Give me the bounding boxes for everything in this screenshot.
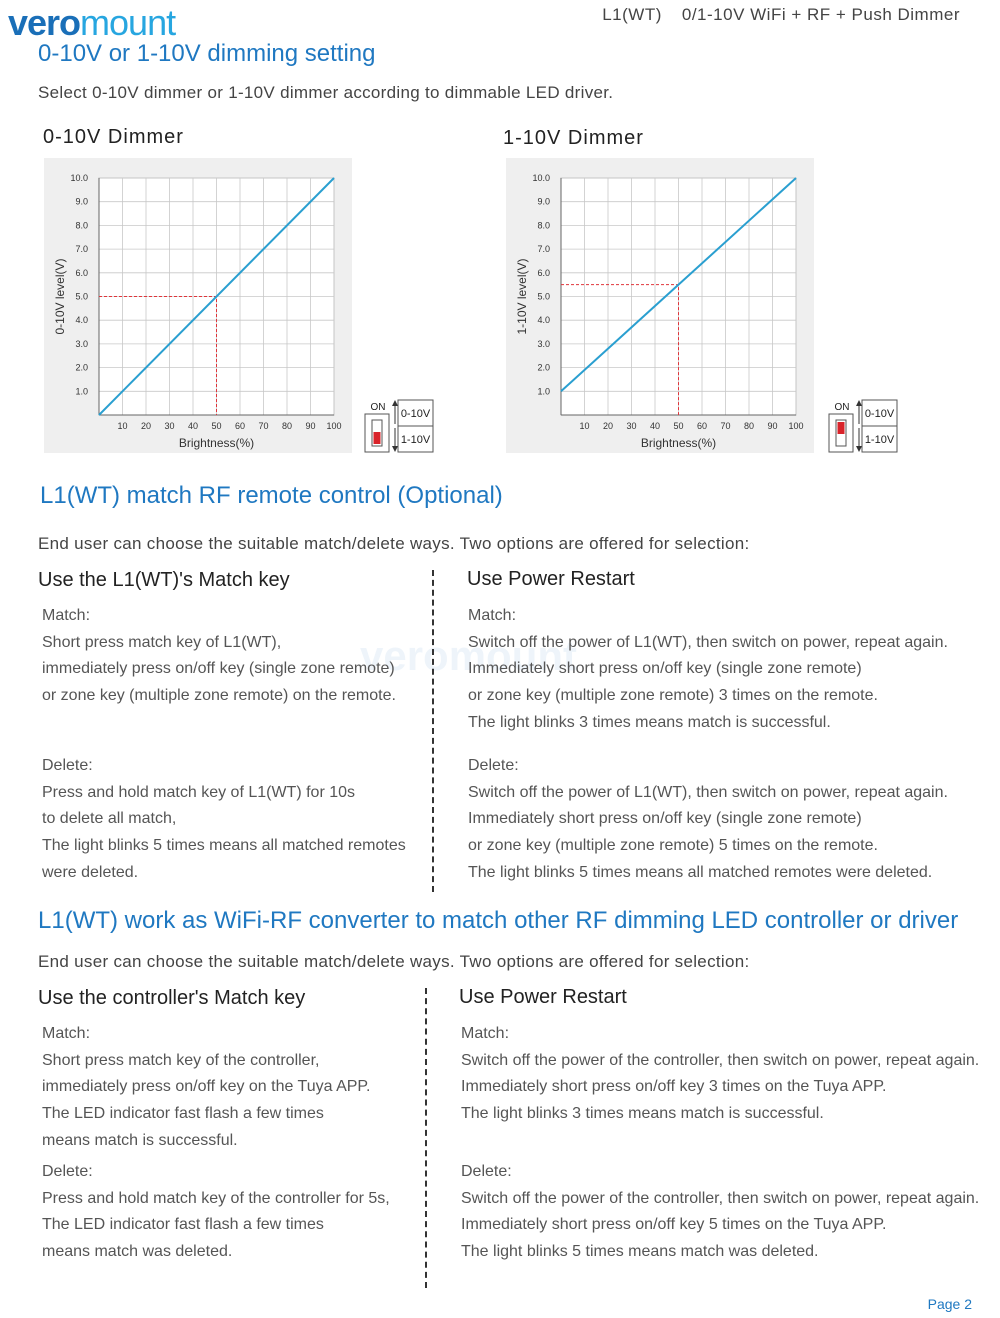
y-tick-label: 1.0 xyxy=(537,386,550,397)
delete-label: Delete: xyxy=(468,757,519,774)
section1-title: 0-10V or 1-10V dimming setting xyxy=(38,40,376,67)
text-line: Immediately short press on/off key (single zone remote) xyxy=(468,660,862,678)
arrow-up-icon xyxy=(856,400,862,406)
chart-2 xyxy=(506,158,814,453)
x-tick-label: 40 xyxy=(187,421,199,431)
switch-on-label: ON xyxy=(370,402,386,413)
dip-switch-2 xyxy=(828,398,898,454)
switch-bottom-label: 1-10V xyxy=(864,434,895,446)
section3-divider xyxy=(425,988,427,1288)
chart-1 xyxy=(44,158,352,453)
section3-left-match xyxy=(42,1021,370,1154)
section3-title: L1(WT) work as WiFi-RF converter to match other RF dimming LED controller or driver xyxy=(38,907,959,934)
x-tick-label: 60 xyxy=(234,421,246,431)
section2-left-title: Use the L1(WT)'s Match key xyxy=(38,569,290,591)
y-tick-label: 4.0 xyxy=(75,315,88,326)
switch-top-label: 0-10V xyxy=(864,408,895,420)
match-label: Match: xyxy=(468,607,517,624)
y-tick-label: 6.0 xyxy=(75,267,88,278)
text-line: The light blinks 5 times means all matched remotes xyxy=(42,837,406,855)
y-tick-label: 3.0 xyxy=(75,338,88,349)
text-line: to delete all match, xyxy=(42,810,177,828)
delete-label: Delete: xyxy=(461,1163,512,1180)
x-tick-label: 60 xyxy=(696,421,708,431)
text-line: The LED indicator fast flash a few times xyxy=(42,1216,324,1234)
section1-intro: Select 0-10V dimmer or 1-10V dimmer according to dimmable LED driver. xyxy=(38,83,614,102)
text-line: The light blinks 3 times means match is successful. xyxy=(461,1105,824,1123)
y-tick-label: 7.0 xyxy=(537,244,550,255)
text-line: Immediately short press on/off key (single zone remote) xyxy=(468,810,862,828)
x-tick-label: 50 xyxy=(211,421,222,431)
x-tick-label: 100 xyxy=(788,421,804,431)
section2-divider xyxy=(432,570,434,892)
switch-knob xyxy=(838,422,845,434)
switch-knob xyxy=(374,432,381,444)
y-axis-label: 0-10V level(V) xyxy=(53,258,67,335)
section2-right-title: Use Power Restart xyxy=(467,568,635,590)
brand-logo xyxy=(8,2,175,44)
text-line: or zone key (multiple zone remote) 3 times on the remote. xyxy=(468,687,878,705)
x-tick-label: 30 xyxy=(164,421,175,431)
y-tick-label: 1.0 xyxy=(75,386,88,397)
chart-2-title: 1-10V Dimmer xyxy=(503,127,644,149)
section2-right-delete xyxy=(468,753,948,886)
delete-label: Delete: xyxy=(42,1163,93,1180)
x-tick-label: 80 xyxy=(281,421,293,431)
arrow-up-icon xyxy=(392,400,398,406)
text-line: Press and hold match key of the controller for 5s, xyxy=(42,1189,390,1207)
y-tick-label: 5.0 xyxy=(537,291,550,302)
section2-intro: End user can choose the suitable match/delete ways. Two options are offered for selection: xyxy=(38,534,750,553)
header-model: L1(WT) xyxy=(602,5,662,24)
text-line: Immediately short press on/off key 5 times on the Tuya APP. xyxy=(461,1216,887,1234)
text-line: The light blinks 3 times means match is successful. xyxy=(468,713,831,731)
y-tick-label: 2.0 xyxy=(75,362,88,373)
x-tick-label: 20 xyxy=(602,421,614,431)
x-tick-label: 30 xyxy=(626,421,637,431)
y-axis-label: 1-10V level(V) xyxy=(515,258,529,335)
logo-part-1: vero xyxy=(8,2,81,43)
text-line: The LED indicator fast flash a few times xyxy=(42,1105,324,1123)
text-line: immediately press on/off key (single zone remote) xyxy=(42,660,395,678)
header-product-info xyxy=(602,5,960,25)
x-tick-label: 100 xyxy=(326,421,342,431)
x-tick-label: 70 xyxy=(258,421,269,431)
section3-right-title: Use Power Restart xyxy=(459,986,627,1008)
y-tick-label: 5.0 xyxy=(75,291,88,302)
chart-2-svg xyxy=(506,158,814,453)
chart-1-svg xyxy=(44,158,352,453)
arrow-down-icon xyxy=(856,446,862,452)
text-line: Short press match key of the controller, xyxy=(42,1051,320,1069)
y-tick-label: 4.0 xyxy=(537,315,550,326)
y-tick-label: 7.0 xyxy=(75,244,88,255)
text-line: Short press match key of L1(WT), xyxy=(42,633,282,651)
text-line: means match was deleted. xyxy=(42,1243,233,1261)
page-number: Page 2 xyxy=(927,1296,972,1312)
section2-right-match xyxy=(468,603,948,736)
header-product: 0/1-10V WiFi + RF + Push Dimmer xyxy=(681,5,960,24)
text-line: The light blinks 5 times means match was deleted. xyxy=(461,1243,819,1261)
text-line: The light blinks 5 times means all matched remotes were deleted. xyxy=(468,863,933,881)
y-tick-label: 8.0 xyxy=(75,220,88,231)
y-tick-label: 10.0 xyxy=(532,173,550,183)
section2-title: L1(WT) match RF remote control (Optional) xyxy=(40,482,503,509)
match-label: Match: xyxy=(461,1025,510,1042)
section3-intro: End user can choose the suitable match/delete ways. Two options are offered for selection: xyxy=(38,952,750,971)
x-tick-label: 90 xyxy=(305,421,316,431)
switch-bottom-label: 1-10V xyxy=(400,434,431,446)
y-tick-label: 9.0 xyxy=(75,196,88,207)
x-axis-label: Brightness(%) xyxy=(640,436,717,450)
y-tick-label: 9.0 xyxy=(537,196,550,207)
dip-switch-1-svg xyxy=(364,398,434,454)
x-tick-label: 40 xyxy=(649,421,661,431)
text-line: or zone key (multiple zone remote) on the remote. xyxy=(42,687,396,705)
x-tick-label: 70 xyxy=(720,421,731,431)
text-line: immediately press on/off key on the Tuya APP. xyxy=(42,1078,371,1096)
match-label: Match: xyxy=(42,1025,91,1042)
match-label: Match: xyxy=(42,607,91,624)
section3-left-delete xyxy=(42,1159,390,1266)
switch-on-label: ON xyxy=(834,402,850,413)
y-tick-label: 6.0 xyxy=(537,267,550,278)
y-tick-label: 8.0 xyxy=(537,220,550,231)
text-line: Immediately short press on/off key 3 times on the Tuya APP. xyxy=(461,1078,887,1096)
arrow-down-icon xyxy=(392,446,398,452)
x-axis-label: Brightness(%) xyxy=(178,436,255,450)
x-tick-label: 20 xyxy=(140,421,152,431)
section3-left-title: Use the controller's Match key xyxy=(38,987,306,1009)
section3-right-match xyxy=(461,1021,979,1128)
section3-right-delete xyxy=(461,1159,979,1266)
text-line: Switch off the power of the controller, then switch on power, repeat again. xyxy=(461,1189,980,1207)
switch-top-label: 0-10V xyxy=(400,408,431,420)
text-line: Switch off the power of the controller, then switch on power, repeat again. xyxy=(461,1051,980,1069)
x-tick-label: 80 xyxy=(743,421,755,431)
y-tick-label: 2.0 xyxy=(537,362,550,373)
text-line: or zone key (multiple zone remote) 5 times on the remote. xyxy=(468,837,878,855)
dip-switch-1 xyxy=(364,398,434,454)
dip-switch-2-svg xyxy=(828,398,898,454)
x-tick-label: 50 xyxy=(673,421,684,431)
text-line: Switch off the power of L1(WT), then switch on power, repeat again. xyxy=(468,783,948,801)
section2-left-match xyxy=(42,603,396,710)
x-tick-label: 10 xyxy=(117,421,128,431)
y-tick-label: 10.0 xyxy=(70,173,88,183)
delete-label: Delete: xyxy=(42,757,93,774)
text-line: Press and hold match key of L1(WT) for 10s xyxy=(42,783,356,801)
chart-1-title: 0-10V Dimmer xyxy=(43,126,184,148)
logo-part-2: mount xyxy=(80,2,176,43)
x-tick-label: 10 xyxy=(579,421,590,431)
x-tick-label: 90 xyxy=(767,421,778,431)
section2-left-delete xyxy=(42,753,406,886)
text-line: Switch off the power of L1(WT), then switch on power, repeat again. xyxy=(468,633,948,651)
text-line: means match is successful. xyxy=(42,1131,238,1149)
text-line: were deleted. xyxy=(42,863,139,881)
watermark: veromount xyxy=(360,632,578,679)
y-tick-label: 3.0 xyxy=(537,338,550,349)
